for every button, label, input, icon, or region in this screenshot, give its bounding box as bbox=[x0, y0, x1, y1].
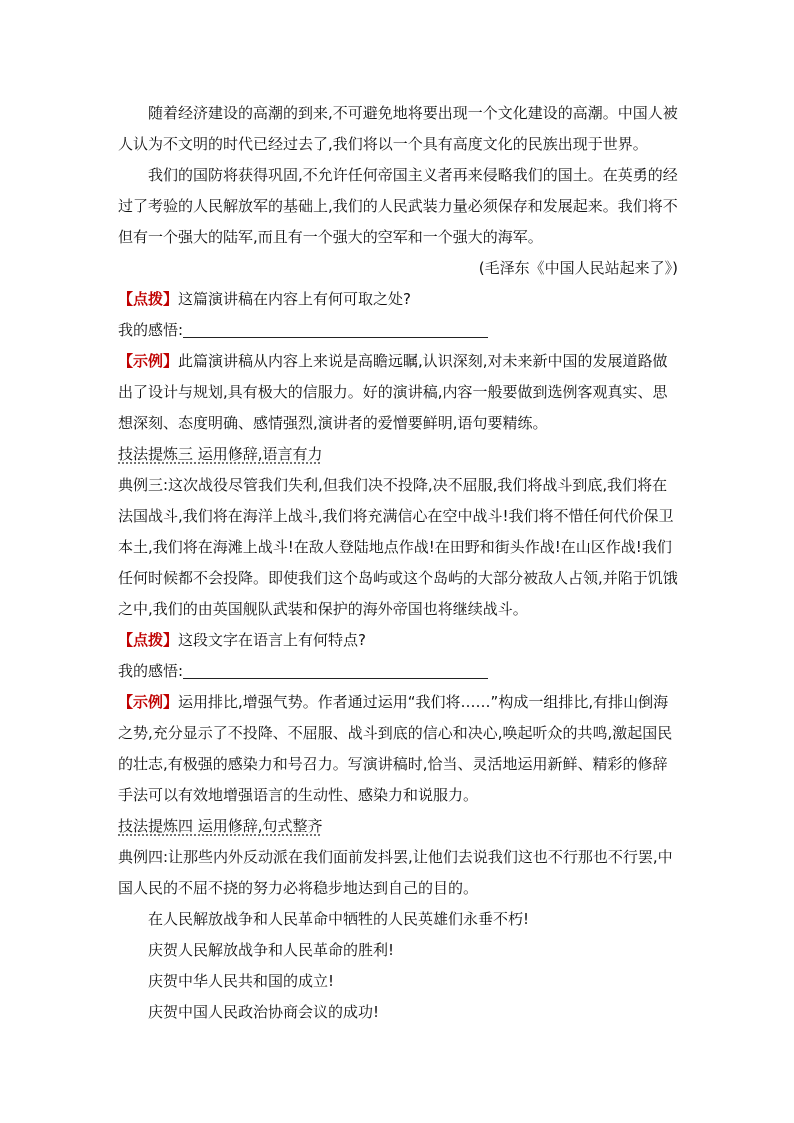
reflection-2 bbox=[118, 656, 678, 687]
technique-4-heading bbox=[118, 811, 678, 842]
reflection-1 bbox=[118, 315, 678, 346]
example-2-text: 运用排比,增强气势。作者通过运用“我们将……”构成一组排比,有排山倒海之势,充分显示了不投降、不屈服、战斗到底的信心和决心,唤起听众的共鸣,激起国民的壮志,有极强的感染力和号召力。写演讲稿时,恰当、灵活地运用新鲜、精彩的修辞手法可以有效地增强语言的生动性、感染力和说服力。 bbox=[118, 693, 673, 804]
case-4-line: 庆贺人民解放战争和人民革命的胜利! bbox=[148, 941, 395, 959]
tip-2 bbox=[118, 625, 678, 656]
case-4-line: 在人民解放战争和人民革命中牺牲的人民英雄们永垂不朽! bbox=[148, 910, 530, 928]
case-4: 典例四:让那些内外反动派在我们面前发抖罢,让他们去说我们这也不行那也不行罢,中国人民的不屈不挠的努力必将稳步地达到自己的目的。 bbox=[118, 848, 673, 897]
tip-1-question: 这篇演讲稿在内容上有何可取之处? bbox=[178, 290, 411, 308]
intro-paragraph-1: 随着经济建设的高潮的到来,不可避免地将要出现一个文化建设的高潮。中国人被人认为不文明的时代已经过去了,我们将以一个具有高度文化的民族出现于世界。 bbox=[118, 104, 678, 153]
document-page bbox=[118, 98, 678, 1028]
technique-4-title: 技法提炼四 运用修辞,句式整齐 bbox=[118, 817, 323, 835]
reflection-1-answer-line[interactable] bbox=[183, 319, 488, 338]
reflection-1-label: 我的感悟: bbox=[118, 321, 184, 339]
case-3: 典例三:这次战役尽管我们失利,但我们决不投降,决不屈服,我们将战斗到底,我们将在法国战斗,我们将在海洋上战斗,我们将充满信心在空中战斗!我们将不惜任何代价保卫本土,我们将在海滩上战斗!在敌人登陆地点作战!在田野和街头作战!在山区作战!我们任何时候都不会投降。即使我们这个岛屿或这个岛屿的大部分被敌人占领,并陷于饥饿之中,我们的由英国舰队武装和保护的海外帝国也将继续战斗。 bbox=[118, 476, 678, 618]
technique-3-title: 技法提炼三 运用修辞,语言有力 bbox=[118, 445, 323, 463]
intro-paragraph-2: 我们的国防将获得巩固,不允许任何帝国主义者再来侵略我们的国土。在英勇的经过了考验的人民解放军的基础上,我们的人民武装力量必须保存和发展起来。我们将不但有一个强大的陆军,而且有一个强大的空军和一个强大的海军。 bbox=[118, 166, 678, 246]
technique-3-heading bbox=[118, 439, 678, 470]
example-1 bbox=[118, 346, 678, 439]
tip-1 bbox=[118, 284, 678, 315]
reflection-2-answer-line[interactable] bbox=[183, 660, 488, 679]
example-2 bbox=[118, 687, 678, 811]
reflection-2-label: 我的感悟: bbox=[118, 662, 184, 680]
case-4-line: 庆贺中国人民政治协商会议的成功! bbox=[148, 1003, 380, 1021]
tip-2-tag: 【点拨】 bbox=[118, 631, 179, 649]
case-4-line: 庆贺中华人民共和国的成立! bbox=[148, 972, 335, 990]
tip-2-question: 这段文字在语言上有何特点? bbox=[178, 631, 366, 649]
source-citation: (毛泽东《中国人民站起来了》) bbox=[478, 259, 678, 277]
tip-1-tag: 【点拨】 bbox=[118, 290, 179, 308]
example-1-text: 此篇演讲稿从内容上来说是高瞻远瞩,认识深刻,对未来新中国的发展道路做出了设计与规划,具有极大的信服力。好的演讲稿,内容一般要做到选例客观真实、思想深刻、态度明确、感情强烈,演讲者的爱憎要鲜明,语句要精练。 bbox=[118, 352, 668, 432]
example-2-tag: 【示例】 bbox=[118, 693, 179, 711]
example-1-tag: 【示例】 bbox=[118, 352, 179, 370]
